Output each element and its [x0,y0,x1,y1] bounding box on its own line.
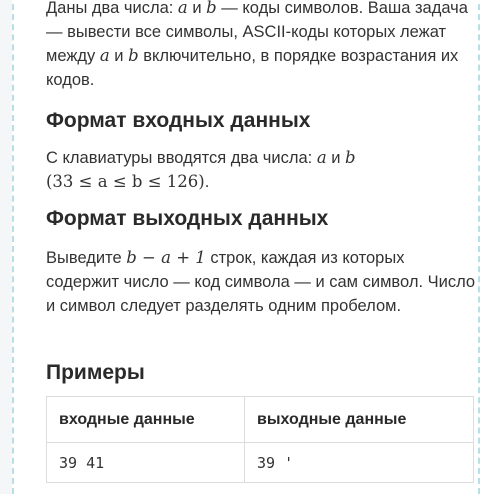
example-output[interactable]: 39 ' [245,443,474,483]
var-b-2: b [128,46,139,65]
output-expr: b − a + 1 [126,248,206,267]
statement-and-2: и [109,47,129,65]
var-a: a [177,0,188,17]
examples-table [46,396,474,483]
input-var-a: a [316,148,327,167]
problem-statement [46,0,476,92]
statement-text-1: Даны два числа: [46,0,178,17]
input-format-heading: Формат входных данных [46,109,311,132]
input-constraint: (33 ≤ a ≤ b ≤ 126) [46,172,205,191]
statement-text-2: — коды символов. Ваша задача — вывести все символы, ASCII-коды которых лежат между [46,0,468,65]
input-and: и [326,149,346,167]
example-input[interactable]: 39 41 [47,443,245,483]
var-b: b [206,0,217,17]
statement-and: и [187,0,207,17]
problem-card [12,0,480,494]
var-a-2: a [99,46,110,65]
examples-heading: Примеры [46,361,145,384]
output-text-1: Выведите [46,249,127,267]
header-output: выходные данные [245,397,474,443]
input-format-text [46,146,356,194]
output-text-2: строк, каждая из которых содержит число — код символа — и сам символ. Число и символ следует разделять одним пробелом. [46,249,476,315]
input-var-b: b [345,148,356,167]
statement-text-3: включительно, в порядке возрастания их кодов. [46,47,459,89]
input-text-1: С клавиатуры вводятся два числа: [46,149,317,167]
output-format-text [46,246,476,318]
header-input: входные данные [47,397,245,443]
input-end: . [204,173,210,191]
table-row [47,443,474,483]
table-header-row [47,397,474,443]
output-format-heading: Формат выходных данных [46,207,329,230]
